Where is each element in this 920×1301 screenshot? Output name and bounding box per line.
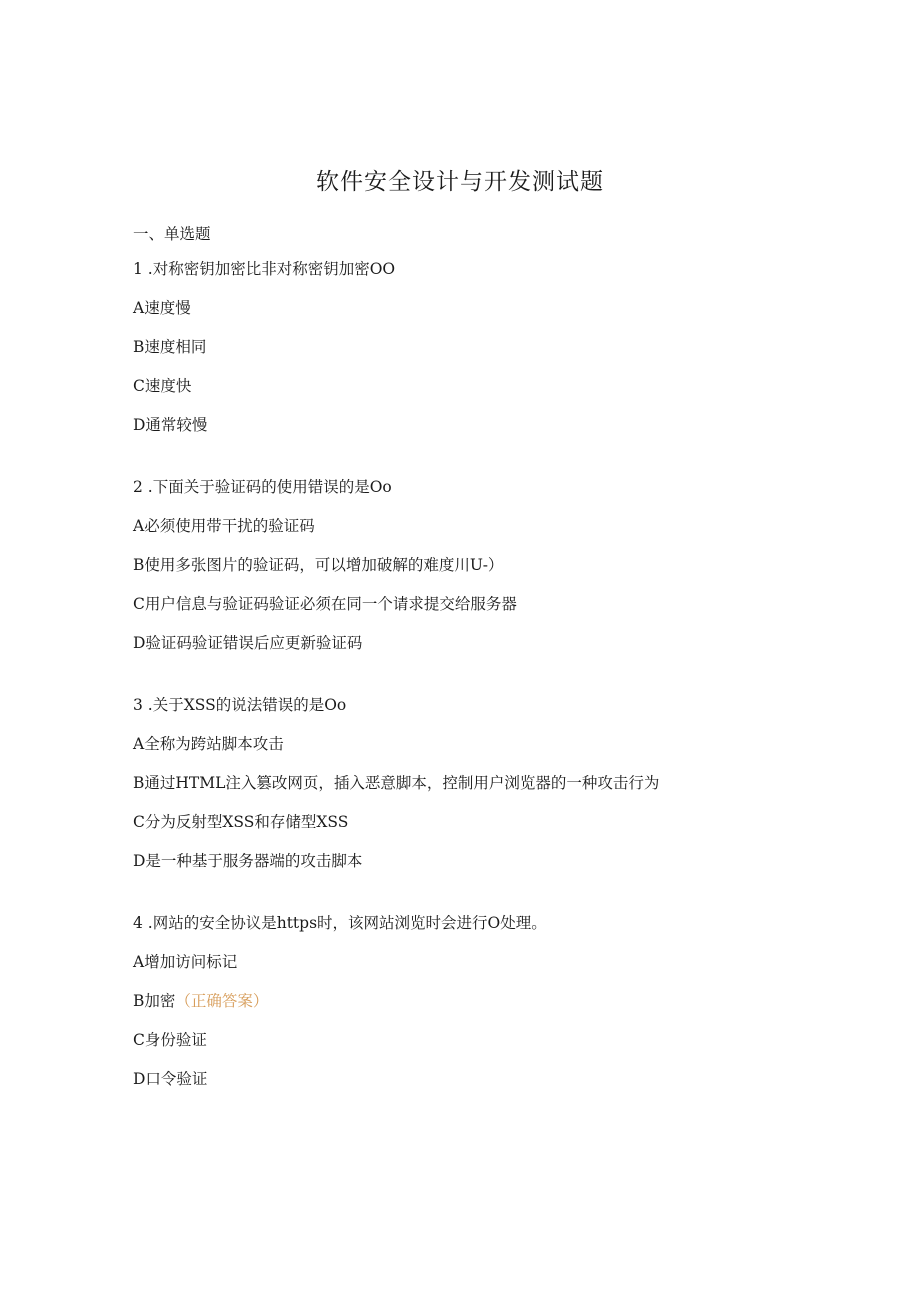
question-2-option-c: C用户信息与验证码验证必须在同一个请求提交给服务器 [133, 595, 517, 613]
question-4-option-b-text: B加密 [133, 992, 176, 1010]
question-1-option-b: B速度相同 [133, 338, 207, 356]
question-3-option-d: D是一种基于服务器端的攻击脚本 [133, 852, 363, 870]
question-3-stem: 3 .关于XSS的说法错误的是Oo [133, 696, 347, 714]
question-4-option-b [133, 989, 268, 1011]
question-1-option-a: A速度慢 [133, 299, 191, 317]
question-2-option-a: A必须使用带干扰的验证码 [133, 517, 315, 535]
question-2-option-b-mark: U-） [469, 556, 504, 574]
question-3-option-a: A全称为跨站脚本攻击 [133, 735, 284, 753]
question-4-option-d: D口令验证 [133, 1070, 208, 1088]
correct-answer-mark: （正确答案） [175, 992, 269, 1010]
question-2-stem: 2 .下面关于验证码的使用错误的是Oo [133, 478, 392, 496]
question-1-option-c: C速度快 [133, 377, 192, 395]
question-4-stem: 4 .网站的安全协议是https时，该网站浏览时会进行O处理。 [133, 914, 547, 932]
question-3-option-c: C分为反射型XSS和存储型XSS [133, 813, 349, 831]
question-1-stem: 1 .对称密钥加密比非对称密钥加密OO [133, 260, 396, 278]
question-1-option-d: D通常较慢 [133, 416, 208, 434]
section-heading: 一、单选题 [133, 225, 211, 243]
question-2-option-b-text: B使用多张图片的验证码，可以增加破解的难度川 [133, 556, 470, 574]
question-2-option-d: D验证码验证错误后应更新验证码 [133, 634, 363, 652]
question-4-option-c: C身份验证 [133, 1031, 207, 1049]
document-title: 软件安全设计与开发测试题 [316, 169, 604, 195]
question-3-option-b: B通过HTML注入篡改网页，插入恶意脚本，控制用户浏览器的一种攻击行为 [133, 774, 660, 792]
question-2-option-b [133, 553, 503, 575]
question-4-option-a: A增加访问标记 [133, 953, 238, 971]
